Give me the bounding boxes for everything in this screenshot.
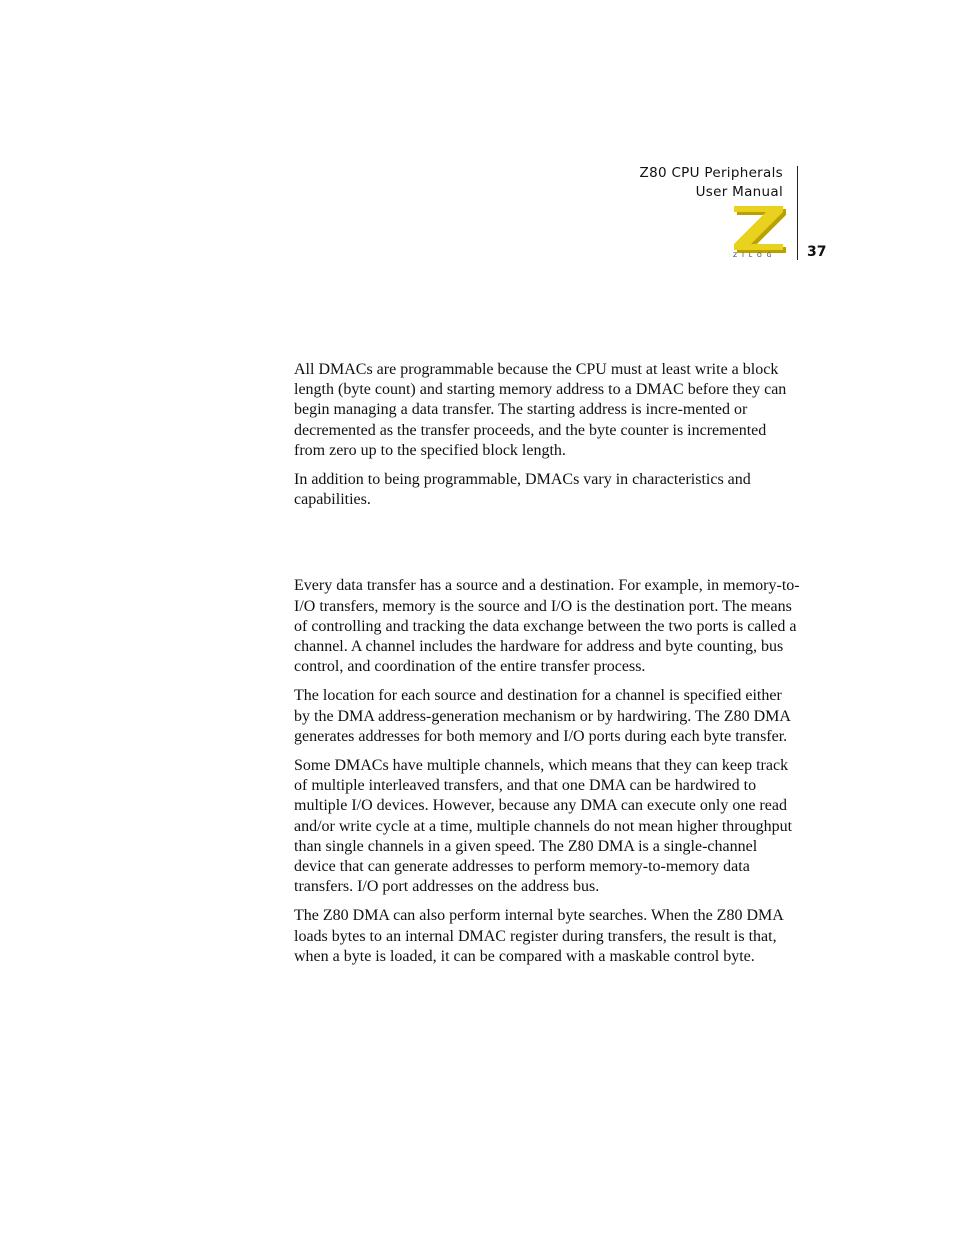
logo-wordmark: ZILOG	[733, 252, 777, 259]
section-channels	[294, 576, 800, 967]
body-paragraph: Some DMACs have multiple channels, which means that they can keep track of multiple interleaved transfers, and that one DMA can be hardwired to multiple I/O devices. However, because any DMA can execute only one read and/or write cycle at a time, multiple channels do not mean higher throughput than single channels in a given speed. The Z80 DMA is a single-channel device that can generate addresses to perform memory-to-memory data transfers. I/O port addresses on the address bus.	[294, 757, 793, 896]
manual-title-line1: Z80 CPU Peripherals	[639, 165, 783, 181]
section-spacer	[294, 519, 800, 576]
page-body	[294, 360, 800, 976]
section-programmability	[294, 360, 800, 510]
page-number: 37	[807, 244, 827, 260]
header-divider	[797, 166, 798, 260]
manual-title-line2: User Manual	[695, 184, 783, 200]
body-paragraph: Every data transfer has a source and a destination. For example, in memory-to-I/O transfers, memory is the source and I/O is the destination port. The means of controlling and tracking the data exchange between the two ports is called a channel. A channel includes the hardware for address and byte counting, bus control, and coordination of the entire transfer process.	[294, 577, 800, 676]
body-paragraph: The location for each source and destination for a channel is specified either by the DMA address-generation mechanism or by hardwiring. The Z80 DMA generates addresses for both memory and I/O ports during each byte transfer.	[294, 687, 791, 745]
running-header	[640, 164, 783, 202]
body-paragraph: In addition to being programmable, DMACs vary in characteristics and capabilities.	[294, 471, 751, 509]
body-paragraph: All DMACs are programmable because the CPU must at least write a block length (byte count) and starting memory address to a DMAC before they can begin managing a data transfer. The starting address is incre-mented or decremented as the transfer proceeds, and the byte counter is incremented from zero up to the specified block length.	[294, 361, 787, 459]
body-paragraph: The Z80 DMA can also perform internal byte searches. When the Z80 DMA loads bytes to an internal DMAC register during transfers, the result is that, when a byte is loaded, it can be compared with a maskable control byte.	[294, 907, 783, 965]
